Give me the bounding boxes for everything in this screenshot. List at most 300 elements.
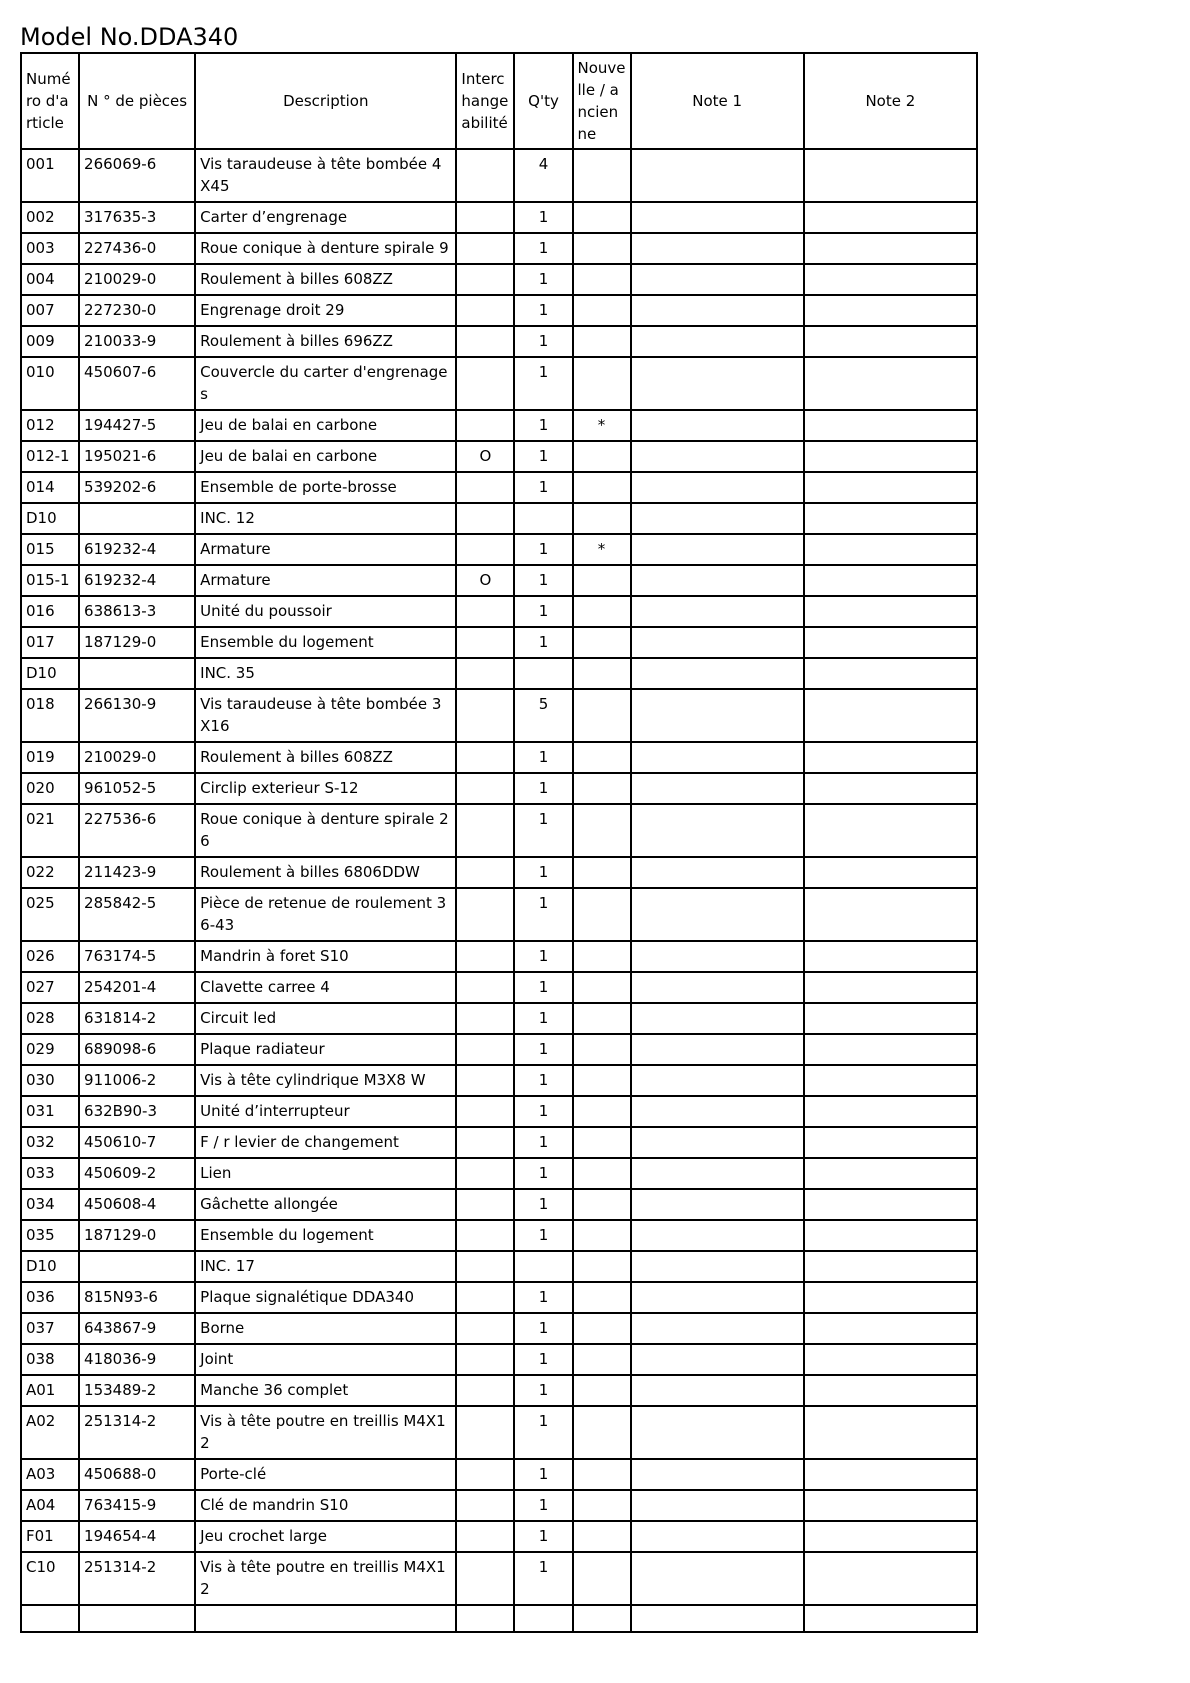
cell-qty: 1: [514, 1282, 572, 1313]
cell-interchangeability: [456, 1065, 514, 1096]
cell-item-no: 007: [21, 295, 79, 326]
table-row: [21, 1313, 977, 1344]
cell-part-no: 285842-5: [79, 888, 195, 941]
cell-interchangeability: [456, 773, 514, 804]
cell-interchangeability: [456, 888, 514, 941]
cell-note-1: [631, 1034, 804, 1065]
cell-note-2: [804, 596, 977, 627]
header-note-2: Note 2: [804, 53, 977, 149]
table-row: [21, 773, 977, 804]
cell-description: INC. 35: [195, 658, 456, 689]
cell-part-no: 254201-4: [79, 972, 195, 1003]
cell-qty: 1: [514, 357, 572, 410]
table-row: [21, 295, 977, 326]
cell-note-1: [631, 1282, 804, 1313]
cell-item-no: 033: [21, 1158, 79, 1189]
cell-new-old: [573, 1282, 631, 1313]
cell-part-no: 643867-9: [79, 1313, 195, 1344]
cell-interchangeability: [456, 1375, 514, 1406]
cell-part-no: 619232-4: [79, 565, 195, 596]
cell-item-no: 030: [21, 1065, 79, 1096]
cell-note-2: [804, 689, 977, 742]
cell-new-old: [573, 658, 631, 689]
cell-note-1: [631, 596, 804, 627]
cell-interchangeability: [456, 1189, 514, 1220]
cell-interchangeability: [456, 1158, 514, 1189]
cell-note-2: [804, 1282, 977, 1313]
cell-new-old: [573, 441, 631, 472]
cell-item-no: 014: [21, 472, 79, 503]
cell-item-no: D10: [21, 1251, 79, 1282]
cell-qty: 1: [514, 972, 572, 1003]
table-row: [21, 627, 977, 658]
table-row: [21, 1552, 977, 1605]
header-item-no: Numéro d'article: [21, 53, 79, 149]
table-row: [21, 1003, 977, 1034]
table-row: [21, 326, 977, 357]
cell-new-old: [573, 857, 631, 888]
cell-part-no: 251314-2: [79, 1552, 195, 1605]
table-row: [21, 1251, 977, 1282]
cell-part-no: 450610-7: [79, 1127, 195, 1158]
cell-description: Roulement à billes 6806DDW: [195, 857, 456, 888]
cell-part-no: 631814-2: [79, 1003, 195, 1034]
cell-note-2: [804, 941, 977, 972]
table-row: [21, 264, 977, 295]
cell-qty: 1: [514, 1344, 572, 1375]
cell-note-1: [631, 1189, 804, 1220]
table-row: [21, 1034, 977, 1065]
cell-part-no: 266069-6: [79, 149, 195, 202]
cell-item-no: 025: [21, 888, 79, 941]
cell-part-no: 210029-0: [79, 742, 195, 773]
cell-description: Unité d’interrupteur: [195, 1096, 456, 1127]
cell-note-2: [804, 1344, 977, 1375]
cell-note-2: [804, 410, 977, 441]
cell-qty: 1: [514, 1096, 572, 1127]
cell-qty: [514, 1251, 572, 1282]
cell-description: Armature: [195, 565, 456, 596]
cell-note-1: [631, 503, 804, 534]
table-row: [21, 742, 977, 773]
cell-note-1: [631, 658, 804, 689]
cell-item-no: 034: [21, 1189, 79, 1220]
cell-interchangeability: [456, 1282, 514, 1313]
cell-interchangeability: [456, 627, 514, 658]
cell-item-no: 020: [21, 773, 79, 804]
cell-note-1: [631, 1344, 804, 1375]
cell-description: Mandrin à foret S10: [195, 941, 456, 972]
cell-part-no: 450607-6: [79, 357, 195, 410]
table-row: [21, 149, 977, 202]
cell-note-1: [631, 1521, 804, 1552]
cell-note-2: [804, 326, 977, 357]
cell-new-old: [573, 233, 631, 264]
cell-qty: 1: [514, 627, 572, 658]
cell-part-no: 450608-4: [79, 1189, 195, 1220]
cell-interchangeability: [456, 1096, 514, 1127]
cell-note-2: [804, 233, 977, 264]
cell-new-old: [573, 742, 631, 773]
cell-part-no: [79, 1605, 195, 1632]
cell-qty: 1: [514, 1490, 572, 1521]
cell-part-no: 961052-5: [79, 773, 195, 804]
cell-description: Plaque signalétique DDA340: [195, 1282, 456, 1313]
table-row: [21, 1605, 977, 1632]
cell-description: Porte-clé: [195, 1459, 456, 1490]
cell-qty: 1: [514, 1375, 572, 1406]
table-row: [21, 503, 977, 534]
header-row: [21, 53, 977, 149]
cell-note-2: [804, 1490, 977, 1521]
cell-new-old: [573, 472, 631, 503]
table-row: [21, 1189, 977, 1220]
cell-note-2: [804, 503, 977, 534]
cell-note-1: [631, 534, 804, 565]
cell-interchangeability: [456, 1490, 514, 1521]
cell-new-old: [573, 1251, 631, 1282]
cell-interchangeability: [456, 1313, 514, 1344]
cell-item-no: 003: [21, 233, 79, 264]
cell-item-no: 037: [21, 1313, 79, 1344]
cell-description: INC. 12: [195, 503, 456, 534]
cell-description: Vis à tête cylindrique M3X8 W: [195, 1065, 456, 1096]
table-row: [21, 534, 977, 565]
cell-new-old: [573, 565, 631, 596]
cell-new-old: [573, 1003, 631, 1034]
cell-note-2: [804, 627, 977, 658]
cell-item-no: 019: [21, 742, 79, 773]
cell-interchangeability: [456, 1003, 514, 1034]
cell-item-no: 004: [21, 264, 79, 295]
table-row: [21, 565, 977, 596]
cell-description: Joint: [195, 1344, 456, 1375]
cell-part-no: 450609-2: [79, 1158, 195, 1189]
cell-note-2: [804, 1459, 977, 1490]
cell-qty: 1: [514, 857, 572, 888]
cell-description: Jeu crochet large: [195, 1521, 456, 1552]
cell-description: Roulement à billes 696ZZ: [195, 326, 456, 357]
cell-note-1: [631, 441, 804, 472]
cell-note-1: [631, 773, 804, 804]
table-row: [21, 1065, 977, 1096]
cell-note-2: [804, 1096, 977, 1127]
cell-note-2: [804, 472, 977, 503]
cell-interchangeability: [456, 1521, 514, 1552]
cell-interchangeability: [456, 149, 514, 202]
cell-part-no: 911006-2: [79, 1065, 195, 1096]
cell-interchangeability: [456, 1220, 514, 1251]
cell-item-no: 002: [21, 202, 79, 233]
cell-new-old: [573, 1521, 631, 1552]
cell-interchangeability: O: [456, 565, 514, 596]
cell-item-no: 001: [21, 149, 79, 202]
cell-note-1: [631, 941, 804, 972]
cell-new-old: [573, 1220, 631, 1251]
cell-part-no: 251314-2: [79, 1406, 195, 1459]
table-row: [21, 596, 977, 627]
table-row: [21, 410, 977, 441]
cell-item-no: 029: [21, 1034, 79, 1065]
cell-interchangeability: [456, 972, 514, 1003]
cell-note-2: [804, 1375, 977, 1406]
cell-qty: 1: [514, 1065, 572, 1096]
cell-part-no: 317635-3: [79, 202, 195, 233]
cell-description: Couvercle du carter d'engrenages: [195, 357, 456, 410]
cell-note-2: [804, 1521, 977, 1552]
cell-interchangeability: [456, 264, 514, 295]
cell-part-no: 450688-0: [79, 1459, 195, 1490]
header-interchangeability: Interchangeabilité: [456, 53, 514, 149]
cell-description: Gâchette allongée: [195, 1189, 456, 1220]
cell-qty: 1: [514, 233, 572, 264]
cell-part-no: 763174-5: [79, 941, 195, 972]
table-row: [21, 1158, 977, 1189]
cell-note-2: [804, 295, 977, 326]
cell-interchangeability: [456, 233, 514, 264]
cell-part-no: 211423-9: [79, 857, 195, 888]
cell-interchangeability: [456, 742, 514, 773]
cell-note-1: [631, 149, 804, 202]
cell-description: Vis à tête poutre en treillis M4X12: [195, 1552, 456, 1605]
cell-item-no: 010: [21, 357, 79, 410]
cell-description: Armature: [195, 534, 456, 565]
cell-note-1: [631, 357, 804, 410]
cell-qty: 1: [514, 773, 572, 804]
cell-new-old: [573, 773, 631, 804]
cell-description: Vis taraudeuse à tête bombée 3X16: [195, 689, 456, 742]
cell-new-old: [573, 1158, 631, 1189]
cell-item-no: 021: [21, 804, 79, 857]
cell-interchangeability: [456, 326, 514, 357]
cell-note-2: [804, 1127, 977, 1158]
cell-note-2: [804, 888, 977, 941]
cell-new-old: [573, 149, 631, 202]
cell-note-1: [631, 1490, 804, 1521]
cell-part-no: 763415-9: [79, 1490, 195, 1521]
cell-qty: 1: [514, 1127, 572, 1158]
cell-qty: 1: [514, 1313, 572, 1344]
cell-interchangeability: [456, 658, 514, 689]
cell-description: Ensemble du logement: [195, 1220, 456, 1251]
cell-part-no: 619232-4: [79, 534, 195, 565]
cell-description: Clavette carree 4: [195, 972, 456, 1003]
cell-new-old: [573, 1375, 631, 1406]
cell-note-1: [631, 1552, 804, 1605]
cell-item-no: 031: [21, 1096, 79, 1127]
cell-new-old: [573, 1065, 631, 1096]
cell-note-2: [804, 1065, 977, 1096]
cell-item-no: C10: [21, 1552, 79, 1605]
cell-note-2: [804, 1313, 977, 1344]
table-row: [21, 1344, 977, 1375]
table-row: [21, 888, 977, 941]
cell-new-old: [573, 1096, 631, 1127]
cell-part-no: [79, 658, 195, 689]
header-part-no: N ° de pièces: [79, 53, 195, 149]
cell-qty: 1: [514, 441, 572, 472]
cell-item-no: F01: [21, 1521, 79, 1552]
cell-note-2: [804, 1158, 977, 1189]
cell-interchangeability: [456, 1406, 514, 1459]
cell-note-2: [804, 1251, 977, 1282]
cell-item-no: D10: [21, 503, 79, 534]
table-row: [21, 441, 977, 472]
cell-part-no: 187129-0: [79, 627, 195, 658]
cell-interchangeability: [456, 202, 514, 233]
cell-description: Roue conique à denture spirale 9: [195, 233, 456, 264]
cell-qty: 1: [514, 888, 572, 941]
table-row: [21, 1282, 977, 1313]
cell-interchangeability: [456, 1605, 514, 1632]
cell-note-2: [804, 264, 977, 295]
cell-interchangeability: [456, 1034, 514, 1065]
table-row: [21, 1459, 977, 1490]
cell-description: Vis à tête poutre en treillis M4X12: [195, 1406, 456, 1459]
cell-new-old: [573, 1605, 631, 1632]
cell-note-2: [804, 534, 977, 565]
cell-description: Circlip exterieur S-12: [195, 773, 456, 804]
header-note-1: Note 1: [631, 53, 804, 149]
cell-qty: 1: [514, 596, 572, 627]
cell-part-no: 187129-0: [79, 1220, 195, 1251]
cell-item-no: 009: [21, 326, 79, 357]
cell-description: Clé de mandrin S10: [195, 1490, 456, 1521]
cell-part-no: 227536-6: [79, 804, 195, 857]
cell-description: Roue conique à denture spirale 26: [195, 804, 456, 857]
table-row: [21, 1127, 977, 1158]
cell-item-no: 012-1: [21, 441, 79, 472]
table-row: [21, 804, 977, 857]
cell-new-old: [573, 1459, 631, 1490]
cell-note-2: [804, 804, 977, 857]
cell-interchangeability: [456, 1344, 514, 1375]
table-row: [21, 357, 977, 410]
cell-note-2: [804, 658, 977, 689]
table-row: [21, 1220, 977, 1251]
table-row: [21, 972, 977, 1003]
cell-interchangeability: [456, 1127, 514, 1158]
cell-qty: 1: [514, 264, 572, 295]
cell-note-1: [631, 1003, 804, 1034]
cell-note-2: [804, 773, 977, 804]
cell-new-old: [573, 1313, 631, 1344]
cell-item-no: 027: [21, 972, 79, 1003]
page-title: Model No.DDA340: [20, 23, 239, 51]
cell-item-no: [21, 1605, 79, 1632]
cell-new-old: [573, 1552, 631, 1605]
cell-note-2: [804, 565, 977, 596]
cell-part-no: 539202-6: [79, 472, 195, 503]
cell-description: [195, 1605, 456, 1632]
cell-note-1: [631, 1375, 804, 1406]
cell-item-no: A01: [21, 1375, 79, 1406]
cell-part-no: 638613-3: [79, 596, 195, 627]
cell-qty: 1: [514, 295, 572, 326]
cell-interchangeability: [456, 941, 514, 972]
table-row: [21, 1521, 977, 1552]
cell-item-no: 036: [21, 1282, 79, 1313]
cell-item-no: 015-1: [21, 565, 79, 596]
cell-interchangeability: [456, 503, 514, 534]
cell-item-no: D10: [21, 658, 79, 689]
cell-item-no: 026: [21, 941, 79, 972]
cell-new-old: [573, 941, 631, 972]
cell-new-old: [573, 972, 631, 1003]
cell-item-no: 028: [21, 1003, 79, 1034]
cell-qty: 1: [514, 202, 572, 233]
parts-table: [20, 52, 978, 1633]
cell-part-no: 194654-4: [79, 1521, 195, 1552]
cell-item-no: A02: [21, 1406, 79, 1459]
cell-description: Vis taraudeuse à tête bombée 4X45: [195, 149, 456, 202]
cell-item-no: 016: [21, 596, 79, 627]
cell-interchangeability: O: [456, 441, 514, 472]
cell-new-old: [573, 689, 631, 742]
cell-note-2: [804, 149, 977, 202]
cell-qty: 1: [514, 472, 572, 503]
cell-interchangeability: [456, 534, 514, 565]
cell-part-no: 153489-2: [79, 1375, 195, 1406]
cell-part-no: 194427-5: [79, 410, 195, 441]
cell-new-old: [573, 888, 631, 941]
cell-interchangeability: [456, 1552, 514, 1605]
cell-qty: 1: [514, 1158, 572, 1189]
cell-new-old: *: [573, 534, 631, 565]
cell-interchangeability: [456, 1251, 514, 1282]
cell-note-2: [804, 202, 977, 233]
cell-note-1: [631, 410, 804, 441]
cell-qty: 1: [514, 1459, 572, 1490]
cell-description: INC. 17: [195, 1251, 456, 1282]
cell-part-no: 689098-6: [79, 1034, 195, 1065]
cell-new-old: [573, 295, 631, 326]
cell-part-no: 632B90-3: [79, 1096, 195, 1127]
cell-qty: 1: [514, 1034, 572, 1065]
cell-note-2: [804, 1605, 977, 1632]
cell-qty: 1: [514, 742, 572, 773]
cell-note-1: [631, 202, 804, 233]
table-row: [21, 1375, 977, 1406]
cell-note-1: [631, 972, 804, 1003]
table-row: [21, 1490, 977, 1521]
cell-note-1: [631, 1251, 804, 1282]
cell-description: Ensemble de porte-brosse: [195, 472, 456, 503]
cell-note-1: [631, 565, 804, 596]
cell-new-old: [573, 804, 631, 857]
cell-note-1: [631, 295, 804, 326]
table-header: [21, 53, 977, 149]
table-row: [21, 857, 977, 888]
cell-qty: 5: [514, 689, 572, 742]
cell-part-no: 227230-0: [79, 295, 195, 326]
cell-note-2: [804, 972, 977, 1003]
cell-qty: 1: [514, 534, 572, 565]
cell-interchangeability: [456, 472, 514, 503]
cell-note-1: [631, 1158, 804, 1189]
cell-qty: [514, 503, 572, 534]
cell-description: Circuit led: [195, 1003, 456, 1034]
cell-qty: 1: [514, 565, 572, 596]
cell-description: Lien: [195, 1158, 456, 1189]
cell-note-1: [631, 689, 804, 742]
cell-note-1: [631, 1459, 804, 1490]
cell-part-no: 195021-6: [79, 441, 195, 472]
cell-note-2: [804, 441, 977, 472]
cell-new-old: [573, 264, 631, 295]
cell-qty: 1: [514, 410, 572, 441]
table-row: [21, 233, 977, 264]
